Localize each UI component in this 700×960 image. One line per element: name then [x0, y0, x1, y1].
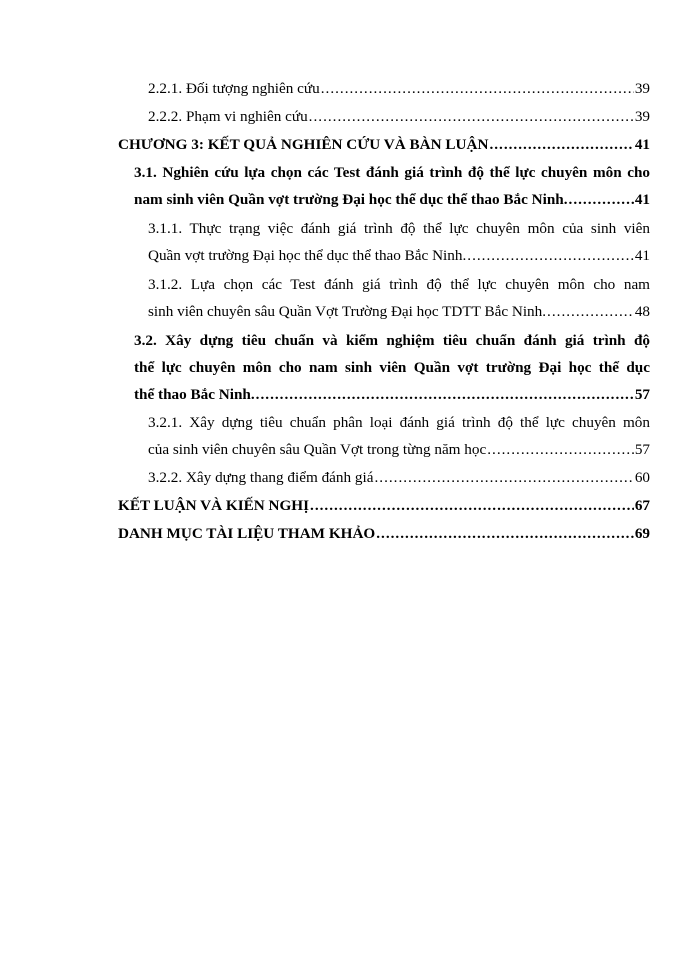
toc-entry-3-2-line2: thể lực chuyên môn cho nam sinh viên Quần vợt trường Đại học thể dục: [134, 359, 650, 376]
toc-entry-3-1-1[interactable]: [148, 245, 650, 267]
toc-entry-3-2[interactable]: [134, 384, 650, 406]
toc-entry-title: nam sinh viên Quần vợt trường Đại học thể dục thể thao Bắc Ninh.: [134, 191, 568, 208]
toc-leader-dots: [374, 467, 633, 489]
toc-entry-3-2-1[interactable]: [148, 439, 650, 461]
toc-leader-dots: [569, 189, 634, 211]
toc-entry-3-1-line1: 3.1. Nghiên cứu lựa chọn các Test đánh giá trình độ thể lực chuyên môn cho: [134, 164, 650, 181]
toc-entry-3-1-2[interactable]: [148, 301, 650, 323]
toc-leader-dots: [487, 439, 634, 461]
toc-leader-dots: [547, 301, 634, 323]
toc-entry-3-2-line1: 3.2. Xây dựng tiêu chuẩn và kiểm nghiệm tiêu chuẩn đánh giá trình độ: [134, 332, 650, 349]
toc-entry-title: 3.2.2. Xây dựng thang điểm đánh giá: [148, 469, 374, 486]
toc-entry-conclusion[interactable]: [118, 495, 650, 517]
toc-entry-title: Quần vợt trường Đại học thể dục thể thao Bắc Ninh.: [148, 247, 467, 264]
toc-leader-dots: [489, 134, 633, 156]
toc-entry-references[interactable]: [118, 523, 650, 545]
toc-page-number: 48: [634, 303, 650, 320]
toc-page-number: 57: [634, 441, 650, 458]
toc-entry-title: KẾT LUẬN VÀ KIẾN NGHỊ: [118, 497, 310, 514]
toc-entry-title: sinh viên chuyên sâu Quần Vợt Trường Đại học TDTT Bắc Ninh.: [148, 303, 547, 320]
toc-leader-dots: [256, 384, 634, 406]
toc-page-number: 39: [634, 80, 650, 97]
toc-entry-title: 2.2.1. Đối tượng nghiên cứu: [148, 80, 320, 97]
toc-entry-title: CHƯƠNG 3: KẾT QUẢ NGHIÊN CỨU VÀ BÀN LUẬN: [118, 136, 489, 153]
toc-entry-3-2-1-line1: 3.2.1. Xây dựng tiêu chuẩn phân loại đánh giá trình độ thể lực chuyên môn: [148, 414, 650, 431]
toc-page-number: 60: [634, 469, 650, 486]
toc-entry-title: của sinh viên chuyên sâu Quần Vợt trong từng năm học: [148, 441, 487, 458]
toc-page-number: 39: [634, 108, 650, 125]
toc-entry-title: thể thao Bắc Ninh.: [134, 386, 255, 403]
toc-entry-chapter-3[interactable]: [118, 134, 650, 156]
toc-page-number: 67: [634, 497, 650, 514]
toc-page-number: 41: [634, 191, 650, 208]
toc-entry-2-2-1[interactable]: [148, 78, 650, 100]
toc-entry-3-1-1-line1: 3.1.1. Thực trạng việc đánh giá trình độ thể lực chuyên môn của sinh viên: [148, 220, 650, 237]
toc-leader-dots: [321, 78, 634, 100]
toc-leader-dots: [467, 245, 634, 267]
toc-entry-2-2-2[interactable]: [148, 106, 650, 128]
toc-entry-title: 2.2.2. Phạm vi nghiên cứu: [148, 108, 308, 125]
toc-leader-dots: [376, 523, 634, 545]
toc-leader-dots: [310, 495, 634, 517]
toc-page-number: 41: [634, 247, 650, 264]
toc-entry-title: DANH MỤC TÀI LIỆU THAM KHẢO: [118, 525, 376, 542]
toc-page-number: 69: [634, 525, 650, 542]
toc-page-number: 41: [634, 136, 650, 153]
toc-page-number: 57: [634, 386, 650, 403]
toc-entry-3-1-2-line1: 3.1.2. Lựa chọn các Test đánh giá trình độ thể lực chuyên môn cho nam: [148, 276, 650, 293]
toc-entry-3-1[interactable]: [134, 189, 650, 211]
toc-leader-dots: [309, 106, 634, 128]
toc-entry-3-2-2[interactable]: [148, 467, 650, 489]
